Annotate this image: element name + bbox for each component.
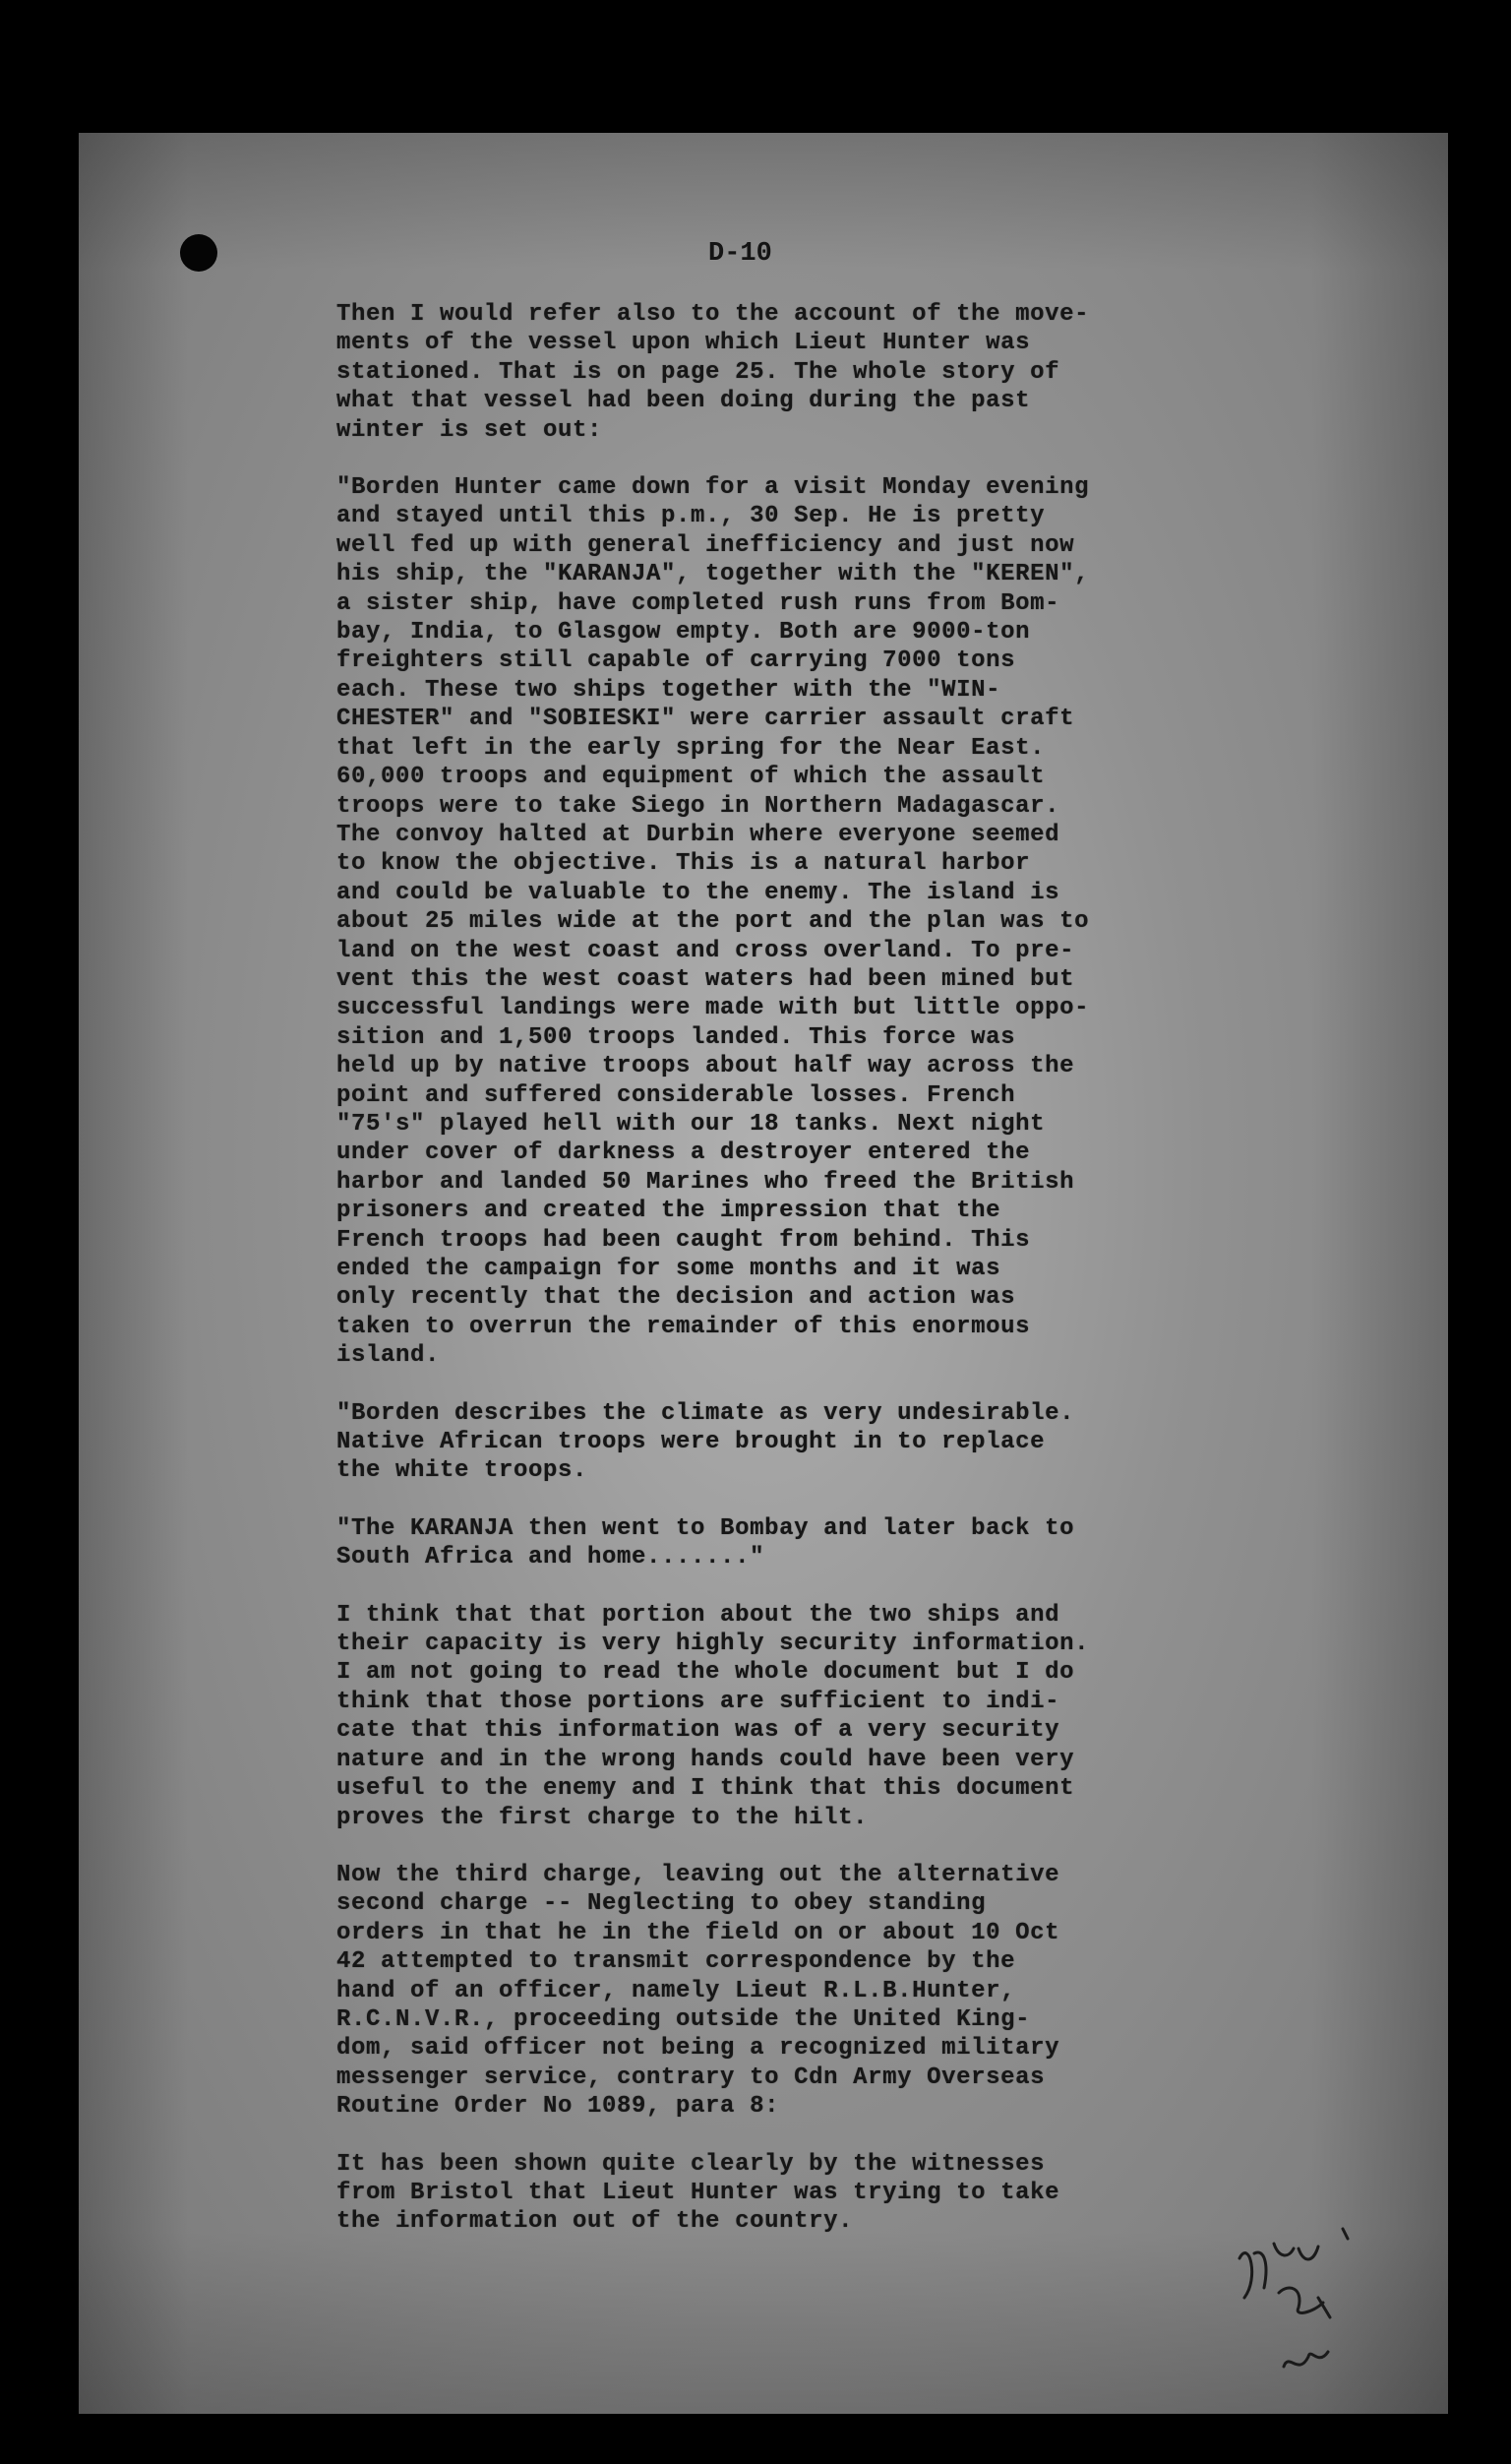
- paragraph-4: [336, 1514, 1360, 1572]
- text-line: "Borden describes the climate as very undesirable.: [336, 1399, 1075, 1427]
- text-line: orders in that he in the field on or about 10 Oct: [336, 1919, 1060, 1946]
- text-line: Then I would refer also to the account of the move-: [336, 301, 1090, 328]
- text-line: cate that this information was of a very security: [336, 1717, 1060, 1745]
- text-line: Native African troops were brought in to replace: [336, 1429, 1046, 1456]
- text-line: stationed. That is on page 25. The whole story of: [336, 358, 1060, 386]
- text-line: Now the third charge, leaving out the alternative: [336, 1861, 1060, 1888]
- paragraph-6: [336, 1861, 1360, 2122]
- text-line: the white troops.: [336, 1457, 588, 1485]
- paper-sheet: [79, 133, 1448, 2414]
- text-line: troops were to take Siego in Northern Madagascar.: [336, 792, 1060, 820]
- text-line: dom, said officer not being a recognized military: [336, 2035, 1060, 2063]
- text-line: 42 attempted to transmit correspondence by the: [336, 1948, 1016, 1976]
- text-line: second charge -- Neglecting to obey standing: [336, 1890, 987, 1918]
- text-line: South Africa and home.......": [336, 1544, 765, 1571]
- text-line: freighters still capable of carrying 7000 tons: [336, 647, 1016, 675]
- text-line: vent this the west coast waters had been mined but: [336, 965, 1075, 993]
- text-line: bay, India, to Glasgow empty. Both are 9000-ton: [336, 619, 1031, 647]
- text-line: island.: [336, 1342, 441, 1370]
- text-line: taken to overrun the remainder of this enormous: [336, 1313, 1031, 1340]
- page-number: D-10: [708, 239, 772, 269]
- text-line: "75's" played hell with our 18 tanks. Next night: [336, 1110, 1046, 1138]
- text-line: to know the objective. This is a natural harbor: [336, 850, 1031, 878]
- text-line: ments of the vessel upon which Lieut Hunter was: [336, 330, 1031, 357]
- text-line: a sister ship, have completed rush runs from Bom-: [336, 589, 1060, 617]
- text-line: hand of an officer, namely Lieut R.L.B.Hunter,: [336, 1977, 1016, 2004]
- paragraph-7: [336, 2150, 1360, 2237]
- punch-hole: [180, 234, 217, 272]
- text-line: R.C.N.V.R., proceeding outside the United King-: [336, 2005, 1031, 2033]
- text-line: French troops had been caught from behind. This: [336, 1226, 1031, 1254]
- text-line: winter is set out:: [336, 416, 603, 444]
- text-line: under cover of darkness a destroyer entered the: [336, 1140, 1031, 1167]
- text-line: point and suffered considerable losses. French: [336, 1081, 1016, 1109]
- text-line: each. These two ships together with the "WIN-: [336, 676, 1001, 704]
- paragraph-3: [336, 1399, 1360, 1486]
- text-line: only recently that the decision and action was: [336, 1284, 1016, 1312]
- text-line: and could be valuable to the enemy. The island is: [336, 879, 1060, 906]
- text-line: ended the campaign for some months and it was: [336, 1256, 1001, 1282]
- text-line: proves the first charge to the hilt.: [336, 1804, 869, 1831]
- paragraph-2: [336, 473, 1360, 1371]
- text-line: prisoners and created the impression that the: [336, 1198, 1001, 1225]
- text-line: Routine Order No 1089, para 8:: [336, 2093, 780, 2121]
- paragraph-1: [336, 300, 1360, 445]
- text-line: successful landings were made with but little oppo-: [336, 995, 1090, 1022]
- text-line: CHESTER" and "SOBIESKI" were carrier assault craft: [336, 706, 1075, 733]
- text-line: harbor and landed 50 Marines who freed the British: [336, 1168, 1075, 1196]
- text-line: land on the west coast and cross overland. To pre-: [336, 937, 1075, 964]
- text-line: sition and 1,500 troops landed. This force was: [336, 1023, 1016, 1051]
- text-line: messenger service, contrary to Cdn Army Overseas: [336, 2064, 1046, 2091]
- text-line: I am not going to read the whole document but I do: [336, 1659, 1075, 1687]
- text-line: I think that that portion about the two ships and: [336, 1601, 1060, 1629]
- text-line: about 25 miles wide at the port and the plan was to: [336, 908, 1090, 936]
- text-line: useful to the enemy and I think that this document: [336, 1775, 1075, 1803]
- text-line: nature and in the wrong hands could have been very: [336, 1746, 1075, 1773]
- text-line: the information out of the country.: [336, 2208, 854, 2236]
- text-line: their capacity is very highly security information.: [336, 1631, 1090, 1658]
- text-line: held up by native troops about half way across the: [336, 1053, 1075, 1080]
- document-body: [336, 300, 1360, 2265]
- text-line: It has been shown quite clearly by the witnesses: [336, 2150, 1046, 2178]
- text-line: "The KARANJA then went to Bombay and later back to: [336, 1514, 1075, 1542]
- paragraph-5: [336, 1601, 1360, 1832]
- handwritten-annotation: [1220, 2219, 1358, 2396]
- text-line: what that vessel had been doing during the past: [336, 388, 1031, 415]
- text-line: think that those portions are sufficient to indi-: [336, 1688, 1060, 1715]
- text-line: "Borden Hunter came down for a visit Monday evening: [336, 474, 1090, 502]
- text-line: from Bristol that Lieut Hunter was trying to take: [336, 2179, 1060, 2206]
- text-line: 60,000 troops and equipment of which the assault: [336, 764, 1046, 791]
- text-line: The convoy halted at Durbin where everyone seemed: [336, 821, 1060, 848]
- text-line: well fed up with general inefficiency and just now: [336, 531, 1075, 559]
- text-line: and stayed until this p.m., 30 Sep. He is pretty: [336, 503, 1046, 530]
- text-line: that left in the early spring for the Near East.: [336, 734, 1046, 762]
- text-line: his ship, the "KARANJA", together with the "KEREN",: [336, 561, 1090, 588]
